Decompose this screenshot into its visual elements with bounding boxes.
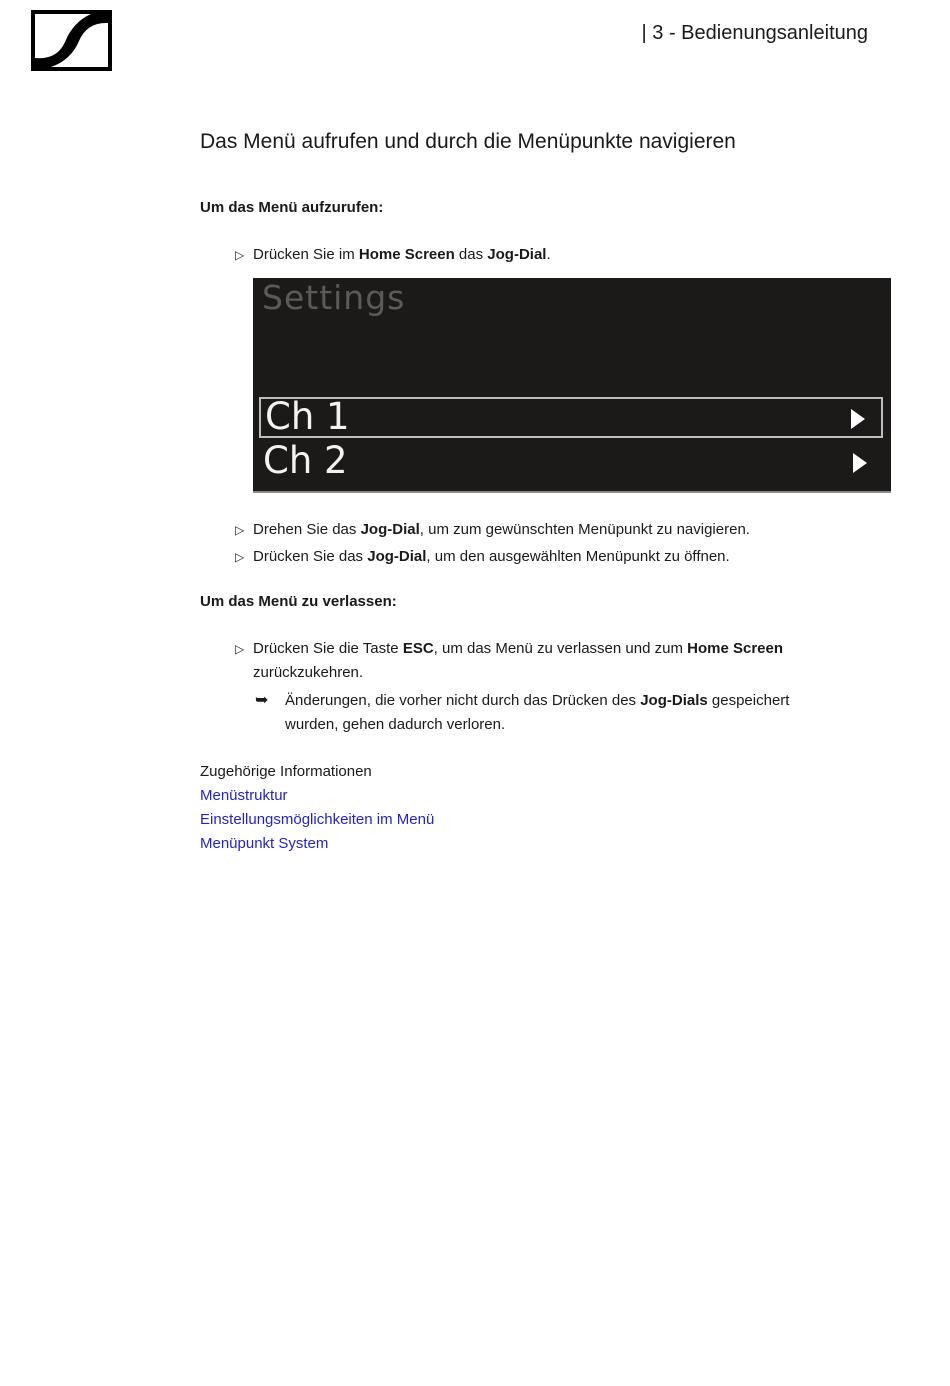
page-title: Das Menü aufrufen und durch die Menüpunkte navigieren: [200, 130, 736, 153]
leave-step-1: ▷ Drücken Sie die Taste ESC, um das Menü zu verlassen und zum Home Screen zurückzukehren.: [235, 637, 835, 685]
link-einstellungsmoeglichkeiten[interactable]: Einstellungsmöglichkeiten im Menü: [200, 811, 435, 828]
open-menu-heading: Um das Menü aufzurufen:: [200, 199, 384, 216]
display-row-label: Ch 2: [263, 439, 348, 482]
display-row-ch1[interactable]: [259, 397, 883, 438]
link-menuepunkt-system[interactable]: Menüpunkt System: [200, 835, 329, 852]
step-triangle-icon: ▷: [235, 550, 245, 564]
step-triangle-icon: ▷: [235, 248, 245, 262]
section-header: | 3 - Bedienungsanleitung: [641, 22, 868, 44]
open-step-3: ▷ Drücken Sie das Jog-Dial, um den ausgewählten Menüpunkt zu öffnen.: [235, 545, 845, 569]
open-step-2: ▷ Drehen Sie das Jog-Dial, um zum gewünschten Menüpunkt zu navigieren.: [235, 518, 845, 542]
step-triangle-icon: ▷: [235, 642, 245, 656]
play-arrow-icon: [853, 453, 867, 473]
display-row-ch2[interactable]: [259, 439, 883, 484]
result-arrow-icon: ➥: [255, 692, 269, 709]
leave-menu-heading: Um das Menü zu verlassen:: [200, 593, 397, 610]
related-info: [200, 760, 434, 856]
step-triangle-icon: ▷: [235, 523, 245, 537]
logo-mark: [35, 14, 108, 67]
device-display: [253, 278, 891, 493]
sennheiser-logo: [31, 10, 112, 71]
open-step-1: ▷ Drücken Sie im Home Screen das Jog-Dial.: [235, 243, 845, 267]
display-title: Settings: [262, 278, 406, 317]
link-menustruktur[interactable]: Menüstruktur: [200, 787, 288, 804]
play-arrow-icon: [851, 409, 865, 429]
leave-result: ➥ Änderungen, die vorher nicht durch das Drücken des Jog-Dials gespeichert wurden, gehen dadurch verloren.: [255, 689, 845, 737]
display-row-label: Ch 1: [265, 395, 350, 438]
related-heading: Zugehörige Informationen: [200, 763, 372, 780]
